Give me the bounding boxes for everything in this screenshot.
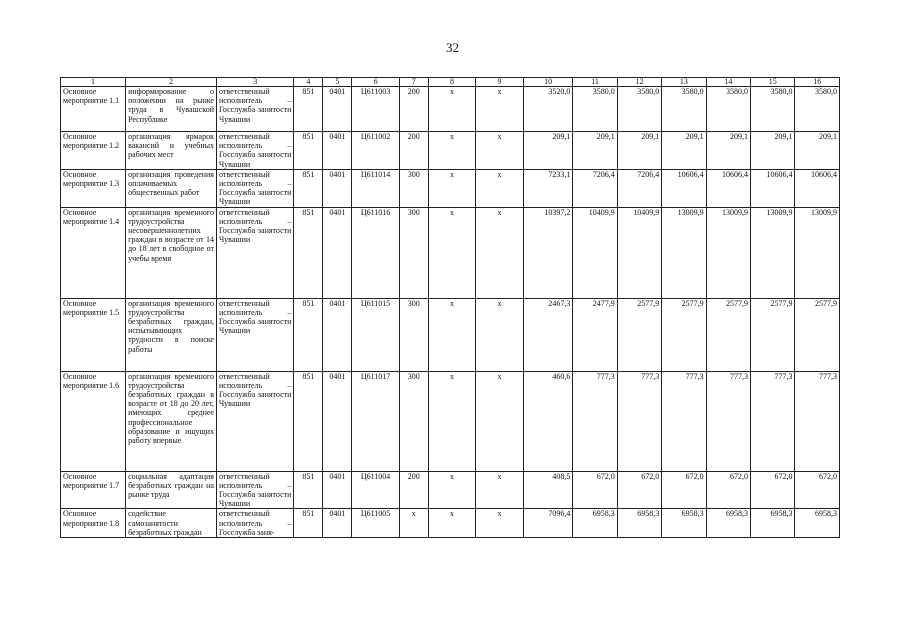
activity-name: Основное мероприятие 1.2 — [61, 132, 126, 170]
amount-cell: 13009,9 — [751, 207, 795, 298]
section-code: 0401 — [323, 207, 352, 298]
section-code: 0401 — [323, 371, 352, 471]
amount-cell: 2577,9 — [706, 298, 750, 371]
grbs-code: 851 — [294, 298, 323, 371]
column-header: 11 — [573, 78, 617, 87]
amount-cell: 10606,4 — [751, 169, 795, 207]
amount-cell: 3580,0 — [573, 87, 617, 132]
column-8-value: х — [428, 471, 476, 509]
target-article-code: Ц611005 — [352, 509, 400, 538]
budget-table — [60, 77, 840, 538]
column-9-value: х — [476, 87, 524, 132]
amount-cell: 672,0 — [662, 471, 706, 509]
amount-cell: 777,3 — [617, 371, 661, 471]
amount-cell: 10606,4 — [706, 169, 750, 207]
amount-cell: 777,3 — [706, 371, 750, 471]
column-9-value: х — [476, 169, 524, 207]
activity-name: Основное мероприятие 1.4 — [61, 207, 126, 298]
column-header: 3 — [216, 78, 293, 87]
activity-name: Основное мероприятие 1.6 — [61, 371, 126, 471]
amount-cell: 3580,0 — [795, 87, 840, 132]
column-8-value: х — [428, 207, 476, 298]
grbs-code: 851 — [294, 87, 323, 132]
target-article-code: Ц611003 — [352, 87, 400, 132]
column-9-value: х — [476, 471, 524, 509]
amount-cell: 6958,3 — [706, 509, 750, 538]
amount-cell: 13009,9 — [662, 207, 706, 298]
amount-cell: 3580,0 — [662, 87, 706, 132]
amount-cell: 2577,9 — [795, 298, 840, 371]
amount-cell: 460,6 — [523, 371, 573, 471]
responsible-executor: ответственный исполнитель – Госслужба занятости Чувашии — [216, 87, 293, 132]
activity-description: организация ярмарок вакансий и учебных рабочих мест — [126, 132, 217, 170]
grbs-code: 851 — [294, 207, 323, 298]
grbs-code: 851 — [294, 371, 323, 471]
column-header: 4 — [294, 78, 323, 87]
grbs-code: 851 — [294, 509, 323, 538]
target-article-code: Ц611016 — [352, 207, 400, 298]
column-8-value: х — [428, 87, 476, 132]
amount-cell: 3520,0 — [523, 87, 573, 132]
amount-cell: 672,0 — [706, 471, 750, 509]
expense-type-code: 300 — [399, 169, 428, 207]
amount-cell: 672,0 — [573, 471, 617, 509]
target-article-code: Ц611017 — [352, 371, 400, 471]
amount-cell: 672,0 — [795, 471, 840, 509]
amount-cell: 2577,9 — [662, 298, 706, 371]
amount-cell: 10409,9 — [573, 207, 617, 298]
amount-cell: 209,1 — [662, 132, 706, 170]
target-article-code: Ц611014 — [352, 169, 400, 207]
activity-name: Основное мероприятие 1.3 — [61, 169, 126, 207]
column-header: 7 — [399, 78, 428, 87]
amount-cell: 2577,9 — [751, 298, 795, 371]
amount-cell: 10397,2 — [523, 207, 573, 298]
activity-name: Основное мероприятие 1.8 — [61, 509, 126, 538]
section-code: 0401 — [323, 169, 352, 207]
grbs-code: 851 — [294, 169, 323, 207]
responsible-executor: ответственный исполнитель – Госслужба занятости Чувашии — [216, 298, 293, 371]
amount-cell: 209,1 — [706, 132, 750, 170]
amount-cell: 3580,0 — [617, 87, 661, 132]
column-header: 13 — [662, 78, 706, 87]
activity-description: организация временного трудоустройства несовершеннолетних граждан в возрасте от 14 до 18 лет в свободное от учебы время — [126, 207, 217, 298]
column-9-value: х — [476, 207, 524, 298]
amount-cell: 6958,3 — [617, 509, 661, 538]
table-row — [61, 371, 840, 471]
amount-cell: 209,1 — [617, 132, 661, 170]
grbs-code: 851 — [294, 132, 323, 170]
amount-cell: 209,1 — [523, 132, 573, 170]
table-row — [61, 132, 840, 170]
column-header: 1 — [61, 78, 126, 87]
activity-description: информирование о положении на рынке труда в Чувашской Республике — [126, 87, 217, 132]
target-article-code: Ц611015 — [352, 298, 400, 371]
responsible-executor: ответственный исполнитель – Госслужба занятости Чувашии — [216, 371, 293, 471]
grbs-code: 851 — [294, 471, 323, 509]
amount-cell: 3580,0 — [706, 87, 750, 132]
table-row — [61, 169, 840, 207]
header-row — [61, 78, 840, 87]
column-8-value: х — [428, 132, 476, 170]
amount-cell: 777,3 — [751, 371, 795, 471]
table-row — [61, 509, 840, 538]
column-header: 15 — [751, 78, 795, 87]
column-header: 5 — [323, 78, 352, 87]
target-article-code: Ц611002 — [352, 132, 400, 170]
column-header: 14 — [706, 78, 750, 87]
activity-description: содействие самозанятости безработных граждан — [126, 509, 217, 538]
column-8-value: х — [428, 509, 476, 538]
amount-cell: 6958,3 — [573, 509, 617, 538]
amount-cell: 10606,4 — [662, 169, 706, 207]
column-9-value: х — [476, 509, 524, 538]
amount-cell: 2467,3 — [523, 298, 573, 371]
column-header: 16 — [795, 78, 840, 87]
column-9-value: х — [476, 298, 524, 371]
responsible-executor: ответственный исполнитель – Госслужба занятости Чувашии — [216, 132, 293, 170]
amount-cell: 209,1 — [751, 132, 795, 170]
column-9-value: х — [476, 371, 524, 471]
table-row — [61, 298, 840, 371]
amount-cell: 672,0 — [751, 471, 795, 509]
responsible-executor: ответственный исполнитель – Госслужба занятости Чувашии — [216, 169, 293, 207]
section-code: 0401 — [323, 132, 352, 170]
activity-description: организация временного трудоустройства безработных граждан, испытывающих трудности в поиске работы — [126, 298, 217, 371]
table-row — [61, 87, 840, 132]
amount-cell: 6958,3 — [795, 509, 840, 538]
column-header: 12 — [617, 78, 661, 87]
amount-cell: 7206,4 — [617, 169, 661, 207]
amount-cell: 672,0 — [617, 471, 661, 509]
amount-cell: 6958,3 — [662, 509, 706, 538]
amount-cell: 10606,4 — [795, 169, 840, 207]
amount-cell: 2577,9 — [617, 298, 661, 371]
amount-cell: 3580,0 — [751, 87, 795, 132]
expense-type-code: 300 — [399, 298, 428, 371]
section-code: 0401 — [323, 298, 352, 371]
column-header: 8 — [428, 78, 476, 87]
expense-type-code: х — [399, 509, 428, 538]
column-header: 6 — [352, 78, 400, 87]
amount-cell: 777,3 — [795, 371, 840, 471]
amount-cell: 10409,9 — [617, 207, 661, 298]
amount-cell: 2477,9 — [573, 298, 617, 371]
column-9-value: х — [476, 132, 524, 170]
amount-cell: 7096,4 — [523, 509, 573, 538]
amount-cell: 7233,1 — [523, 169, 573, 207]
amount-cell: 7206,4 — [573, 169, 617, 207]
expense-type-code: 300 — [399, 371, 428, 471]
expense-type-code: 200 — [399, 87, 428, 132]
activity-description: социальная адаптация безработных граждан на рынке труда — [126, 471, 217, 509]
responsible-executor: ответственный исполнитель – Госслужба занятости Чувашии — [216, 471, 293, 509]
amount-cell: 777,3 — [662, 371, 706, 471]
column-8-value: х — [428, 169, 476, 207]
activity-description: организация проведения оплачиваемых общественных работ — [126, 169, 217, 207]
page-number: 32 — [446, 40, 459, 55]
amount-cell: 13009,9 — [706, 207, 750, 298]
amount-cell: 209,1 — [573, 132, 617, 170]
section-code: 0401 — [323, 471, 352, 509]
section-code: 0401 — [323, 509, 352, 538]
section-code: 0401 — [323, 87, 352, 132]
responsible-executor: ответственный исполнитель – Госслужба заня- — [216, 509, 293, 538]
column-header: 9 — [476, 78, 524, 87]
activity-name: Основное мероприятие 1.1 — [61, 87, 126, 132]
activity-name: Основное мероприятие 1.5 — [61, 298, 126, 371]
expense-type-code: 300 — [399, 207, 428, 298]
responsible-executor: ответственный исполнитель – Госслужба занятости Чувашии — [216, 207, 293, 298]
expense-type-code: 200 — [399, 471, 428, 509]
expense-type-code: 200 — [399, 132, 428, 170]
column-8-value: х — [428, 298, 476, 371]
amount-cell: 13009,9 — [795, 207, 840, 298]
amount-cell: 6958,3 — [751, 509, 795, 538]
column-8-value: х — [428, 371, 476, 471]
column-header: 2 — [126, 78, 217, 87]
table-row — [61, 471, 840, 509]
amount-cell: 209,1 — [795, 132, 840, 170]
target-article-code: Ц611004 — [352, 471, 400, 509]
amount-cell: 777,3 — [573, 371, 617, 471]
activity-description: организация временного трудоустройства безработных граждан в возрасте от 18 до 20 лет, имеющих среднее профессиональное образование и ищущих работу впервые — [126, 371, 217, 471]
column-header: 10 — [523, 78, 573, 87]
activity-name: Основное мероприятие 1.7 — [61, 471, 126, 509]
amount-cell: 408,5 — [523, 471, 573, 509]
table-row — [61, 207, 840, 298]
